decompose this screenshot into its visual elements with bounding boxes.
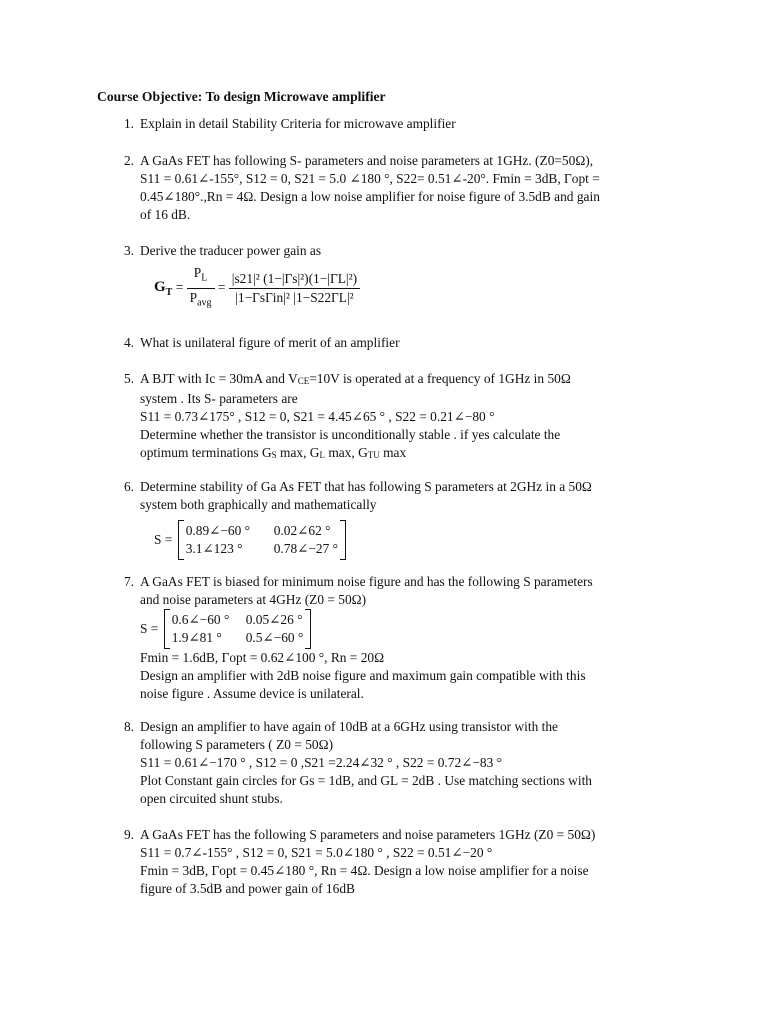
question-number: 8.: [123, 719, 134, 734]
question-number: 2.: [123, 153, 134, 168]
question-text: A BJT with Ic = 30mA and VCE=10V is operated at a frequency of 1GHz in 50Ω: [140, 371, 571, 386]
question-text: What is unilateral figure of merit of an amplifier: [140, 335, 400, 350]
question-text: Determine stability of Ga As FET that has following S parameters at 2GHz in a 50Ω: [140, 479, 592, 494]
question-text: following S parameters ( Z0 = 50Ω): [140, 737, 334, 752]
question-text: and noise parameters at 4GHz (Z0 = 50Ω): [140, 592, 367, 607]
question-number: 1.: [123, 116, 134, 131]
question-number: 5.: [123, 371, 134, 386]
gain-expression: [229, 270, 360, 307]
question-text: of 16 dB.: [140, 207, 191, 222]
question-text: A GaAs FET has following S- parameters and noise parameters at 1GHz. (Z0=50Ω),: [140, 153, 594, 168]
question-text: S11 = 0.73∠175° , S12 = 0, S21 = 4.45∠65 ° , S22 = 0.21∠−80 °: [140, 409, 495, 424]
question-text: system . Its S- parameters are: [140, 391, 298, 406]
question-number: 4.: [123, 335, 134, 350]
question-number: 9.: [123, 827, 134, 842]
question-text: S11 = 0.61∠−170 ° , S12 = 0 ,S21 =2.24∠32 ° , S22 = 0.72∠−83 °: [140, 755, 503, 770]
question-text: system both graphically and mathematically: [140, 497, 377, 512]
course-objective-heading: Course Objective: To design Microwave amplifier: [97, 89, 386, 104]
power-ratio: $\frac{P_L}{P_{avg}}$: [187, 264, 215, 312]
question-text: A GaAs FET has the following S parameters and noise parameters 1GHz (Z0 = 50Ω): [140, 827, 596, 842]
question-text: 0.45∠180°.,Rn = 4Ω. Design a low noise amplifier for noise figure of 3.5dB and gain: [140, 189, 600, 204]
question-text: Design an amplifier with 2dB noise figure and maximum gain compatible with this: [140, 668, 586, 683]
equation-numerator: |s21|² (1−|Γs|²)(1−|ΓL|²): [229, 270, 360, 289]
s-matrix-row: S = 0.89∠−60 ° 0.02∠62 ° 3.1∠123 ° 0.78∠−27 °: [154, 520, 676, 560]
s-parameter-matrix: 0.6∠−60 ° 0.05∠26 ° 1.9∠81 ° 0.5∠−60 °: [164, 609, 312, 649]
equation-denominator: |1−ΓsΓin|² |1−S22ΓL|²: [235, 289, 354, 305]
question-text: Design an amplifier to have again of 10dB at a 6GHz using transistor with the: [140, 719, 558, 734]
question-text: figure of 3.5dB and power gain of 16dB: [140, 881, 355, 896]
question-number: 3.: [123, 243, 134, 258]
s-parameter-matrix: 0.89∠−60 ° 0.02∠62 ° 3.1∠123 ° 0.78∠−27 °: [178, 520, 346, 560]
question-text: open circuited shunt stubs.: [140, 791, 283, 806]
question-text: Fmin = 1.6dB, Γopt = 0.62∠100 °, Rn = 20Ω: [140, 650, 385, 665]
question-text: Determine whether the transistor is unconditionally stable . if yes calculate the: [140, 427, 561, 442]
question-text: Fmin = 3dB, Γopt = 0.45∠180 °, Rn = 4Ω. Design a low noise amplifier for a noise: [140, 863, 589, 878]
question-text: Plot Constant gain circles for Gs = 1dB, and GL = 2dB . Use matching sections with: [140, 773, 592, 788]
question-text: S11 = 0.61∠-155°, S12 = 0, S21 = 5.0 ∠180 °, S22= 0.51∠-20°. Fmin = 3dB, Γopt =: [140, 171, 600, 186]
transducer-gain-equation: $G_T$ = $\frac{P_L}{P_{avg}}$ = $\frac{\text{|s21|² (1−|Γs|²)(1−|ΓL|²)}}{\text{|1−ΓsΓin|² |1−S22ΓL|²}}$: [154, 264, 676, 304]
s-matrix-row: S = 0.6∠−60 ° 0.05∠26 ° 1.9∠81 ° 0.5∠−60 °: [140, 609, 676, 649]
question-text: optimum terminations GS max, GL max, GTU max: [140, 445, 407, 460]
question-text: Derive the traducer power gain as: [140, 243, 322, 258]
question-number: 6.: [123, 479, 134, 494]
question-text: noise figure . Assume device is unilateral.: [140, 686, 364, 701]
question-text: Explain in detail Stability Criteria for microwave amplifier: [140, 116, 456, 131]
question-text: A GaAs FET is biased for minimum noise figure and has the following S parameters: [140, 574, 593, 589]
question-number: 7.: [123, 574, 134, 589]
question-text: S11 = 0.7∠-155° , S12 = 0, S21 = 5.0∠180 ° , S22 = 0.51∠−20 °: [140, 845, 493, 860]
equation-lhs: $G_T$: [154, 279, 173, 299]
